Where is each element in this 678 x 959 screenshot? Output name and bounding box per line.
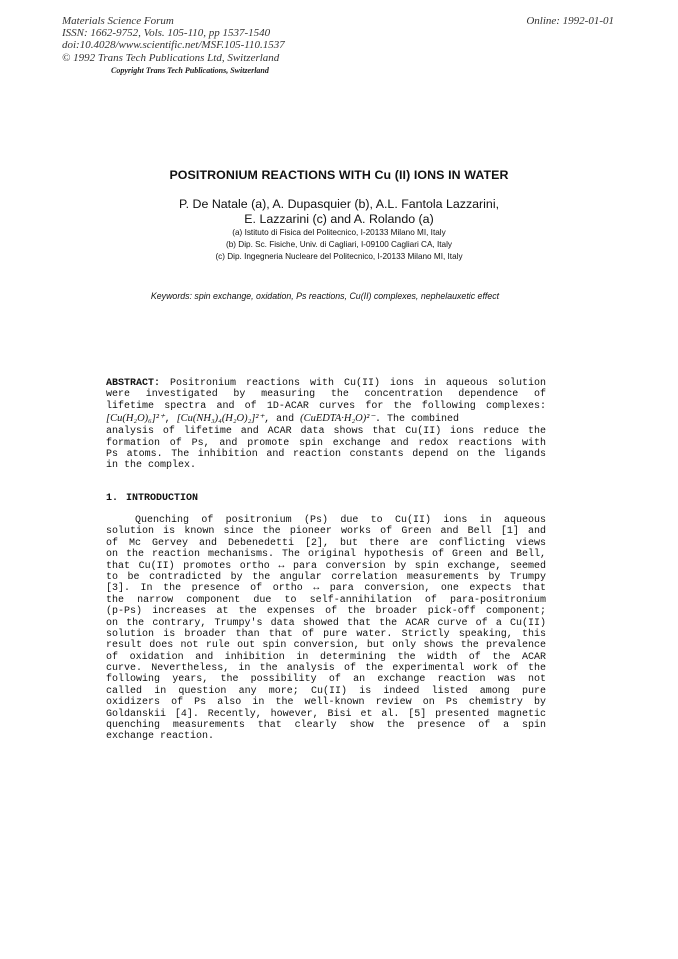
abstract-line: Ps atoms. The inhibition and reaction constants depend on the ligands [106,448,546,460]
paragraph-line: of oxidation and inhibition in determining the width of the ACAR [106,651,546,663]
issn-line: ISSN: 1662-9752, Vols. 105-110, pp 1537-1540 [62,27,271,40]
paragraph-line: of Mc Gervey and Debenedetti [2], but there are conflicting views [106,537,546,549]
author-list [0,197,678,227]
keywords: Keywords: spin exchange, oxidation, Ps reactions, Cu(II) complexes, nephelauxetic effect [150,291,500,301]
introduction-body [106,515,546,743]
paragraph-line: Goldanskii [4]. Recently, however, Bisi et al. [5] presented magnetic [106,708,546,720]
abstract [106,378,546,472]
paragraph-line: oxidizers of Ps also in the well-known review on Ps chemistry by [106,697,546,709]
paragraph-line: on the reaction mechanisms. The original hypothesis of Green and Bell, [106,549,546,561]
paragraph-line: following years, the possibility of an exchange reaction was not [106,674,546,686]
paragraph-line: the narrow component due to self-annihilation of para-positronium [106,594,546,606]
paragraph-line: exchange reaction. [106,731,215,743]
separator: , [164,414,177,426]
journal-header [62,15,285,64]
paragraph-line: result does not rule out spin conversion, but only shows the prevalence [106,640,546,652]
doi-line: doi:10.4028/www.scientific.net/MSF.105-110.1537 [62,39,285,52]
paragraph-line: that Cu(II) promotes ortho ↔ para conversion by spin exchange, seemed [106,560,546,572]
online-date: Online: 1992-01-01 [526,15,614,27]
paragraph-line: (p-Ps) increases at the expenses of the broader pick-off component; [106,606,546,618]
abstract-line: lifetime spectra and of 1D-ACAR curves for the following complexes: [106,400,546,412]
paragraph-line: on the contrary, Trumpy's data showed that the ACAR curve of a Cu(II) [106,617,546,629]
affiliation-list [0,227,678,262]
paragraph-line: solution is broader than that of pure water. Strictly speaking, this [106,628,546,640]
publisher-line: © 1992 Trans Tech Publications Ltd, Switzerland [62,51,280,64]
complex-formula: (CuEDTA·H₂O)²⁻ [300,413,375,425]
paragraph-line: solution is known since the pioneer works of Green and Bell [1] and [106,526,546,538]
paragraph-line: called in question any more; Cu(II) is indeed listed among pure [106,685,546,697]
paragraph-line: to be contradicted by the angular correlation measurements by Trumpy [106,571,546,583]
paragraph-line: quenching measurements that clearly show the presence of a spin [106,720,546,732]
author-line: P. De Natale (a), A. Dupasquier (b), A.L. Fantola Lazzarini, [178,197,500,211]
complex-formula: [Cu(H₂O)₆]²⁺ [106,413,165,425]
abstract-text: Positronium reactions with Cu(II) ions in aqueous solution [170,378,546,389]
section-heading [106,493,198,504]
abstract-line [106,378,546,389]
section-title: INTRODUCTION [126,493,199,504]
separator: , and [264,414,301,426]
formula-tail: . The combined [374,414,459,426]
affiliation: (b) Dip. Sc. Fisiche, Univ. di Cagliari, I-09100 Cagliari CA, Italy [226,239,452,249]
abstract-formula-line [106,412,546,426]
copyright-notice: Copyright Trans Tech Publications, Switzerland [111,66,269,75]
paragraph-line: [3]. In the presence of ortho ↔ para conversion, one expects that [106,583,546,595]
complex-formula: [Cu(NH₃)₄(H₂O)₂]²⁺ [176,413,265,425]
paragraph-line: Quenching of positronium (Ps) due to Cu(II) ions in aqueous [135,515,546,526]
abstract-line: formation of Ps, and promote spin exchange and redox reactions with [106,437,546,449]
section-number: 1. [106,493,119,504]
abstract-label: ABSTRACT: [106,378,161,389]
affiliation: (c) Dip. Ingegneria Nucleare del Politecnico, I-20133 Milano MI, Italy [215,251,463,261]
abstract-line: analysis of lifetime and ACAR data shows that Cu(II) ions reduce the [106,426,546,438]
abstract-line: in the complex. [106,460,197,472]
paper-title: POSITRONIUM REACTIONS WITH Cu (II) IONS IN WATER [169,168,509,182]
paragraph-line: curve. Nevertheless, in the analysis of the experimental work of the [106,663,546,675]
author-line: E. Lazzarini (c) and A. Rolando (a) [244,212,434,226]
abstract-line: were investigated by measuring the concentration dependence of [106,389,546,401]
affiliation: (a) Istituto di Fisica del Politecnico, I-20133 Milano MI, Italy [232,228,446,237]
journal-name: Materials Science Forum [62,15,174,27]
